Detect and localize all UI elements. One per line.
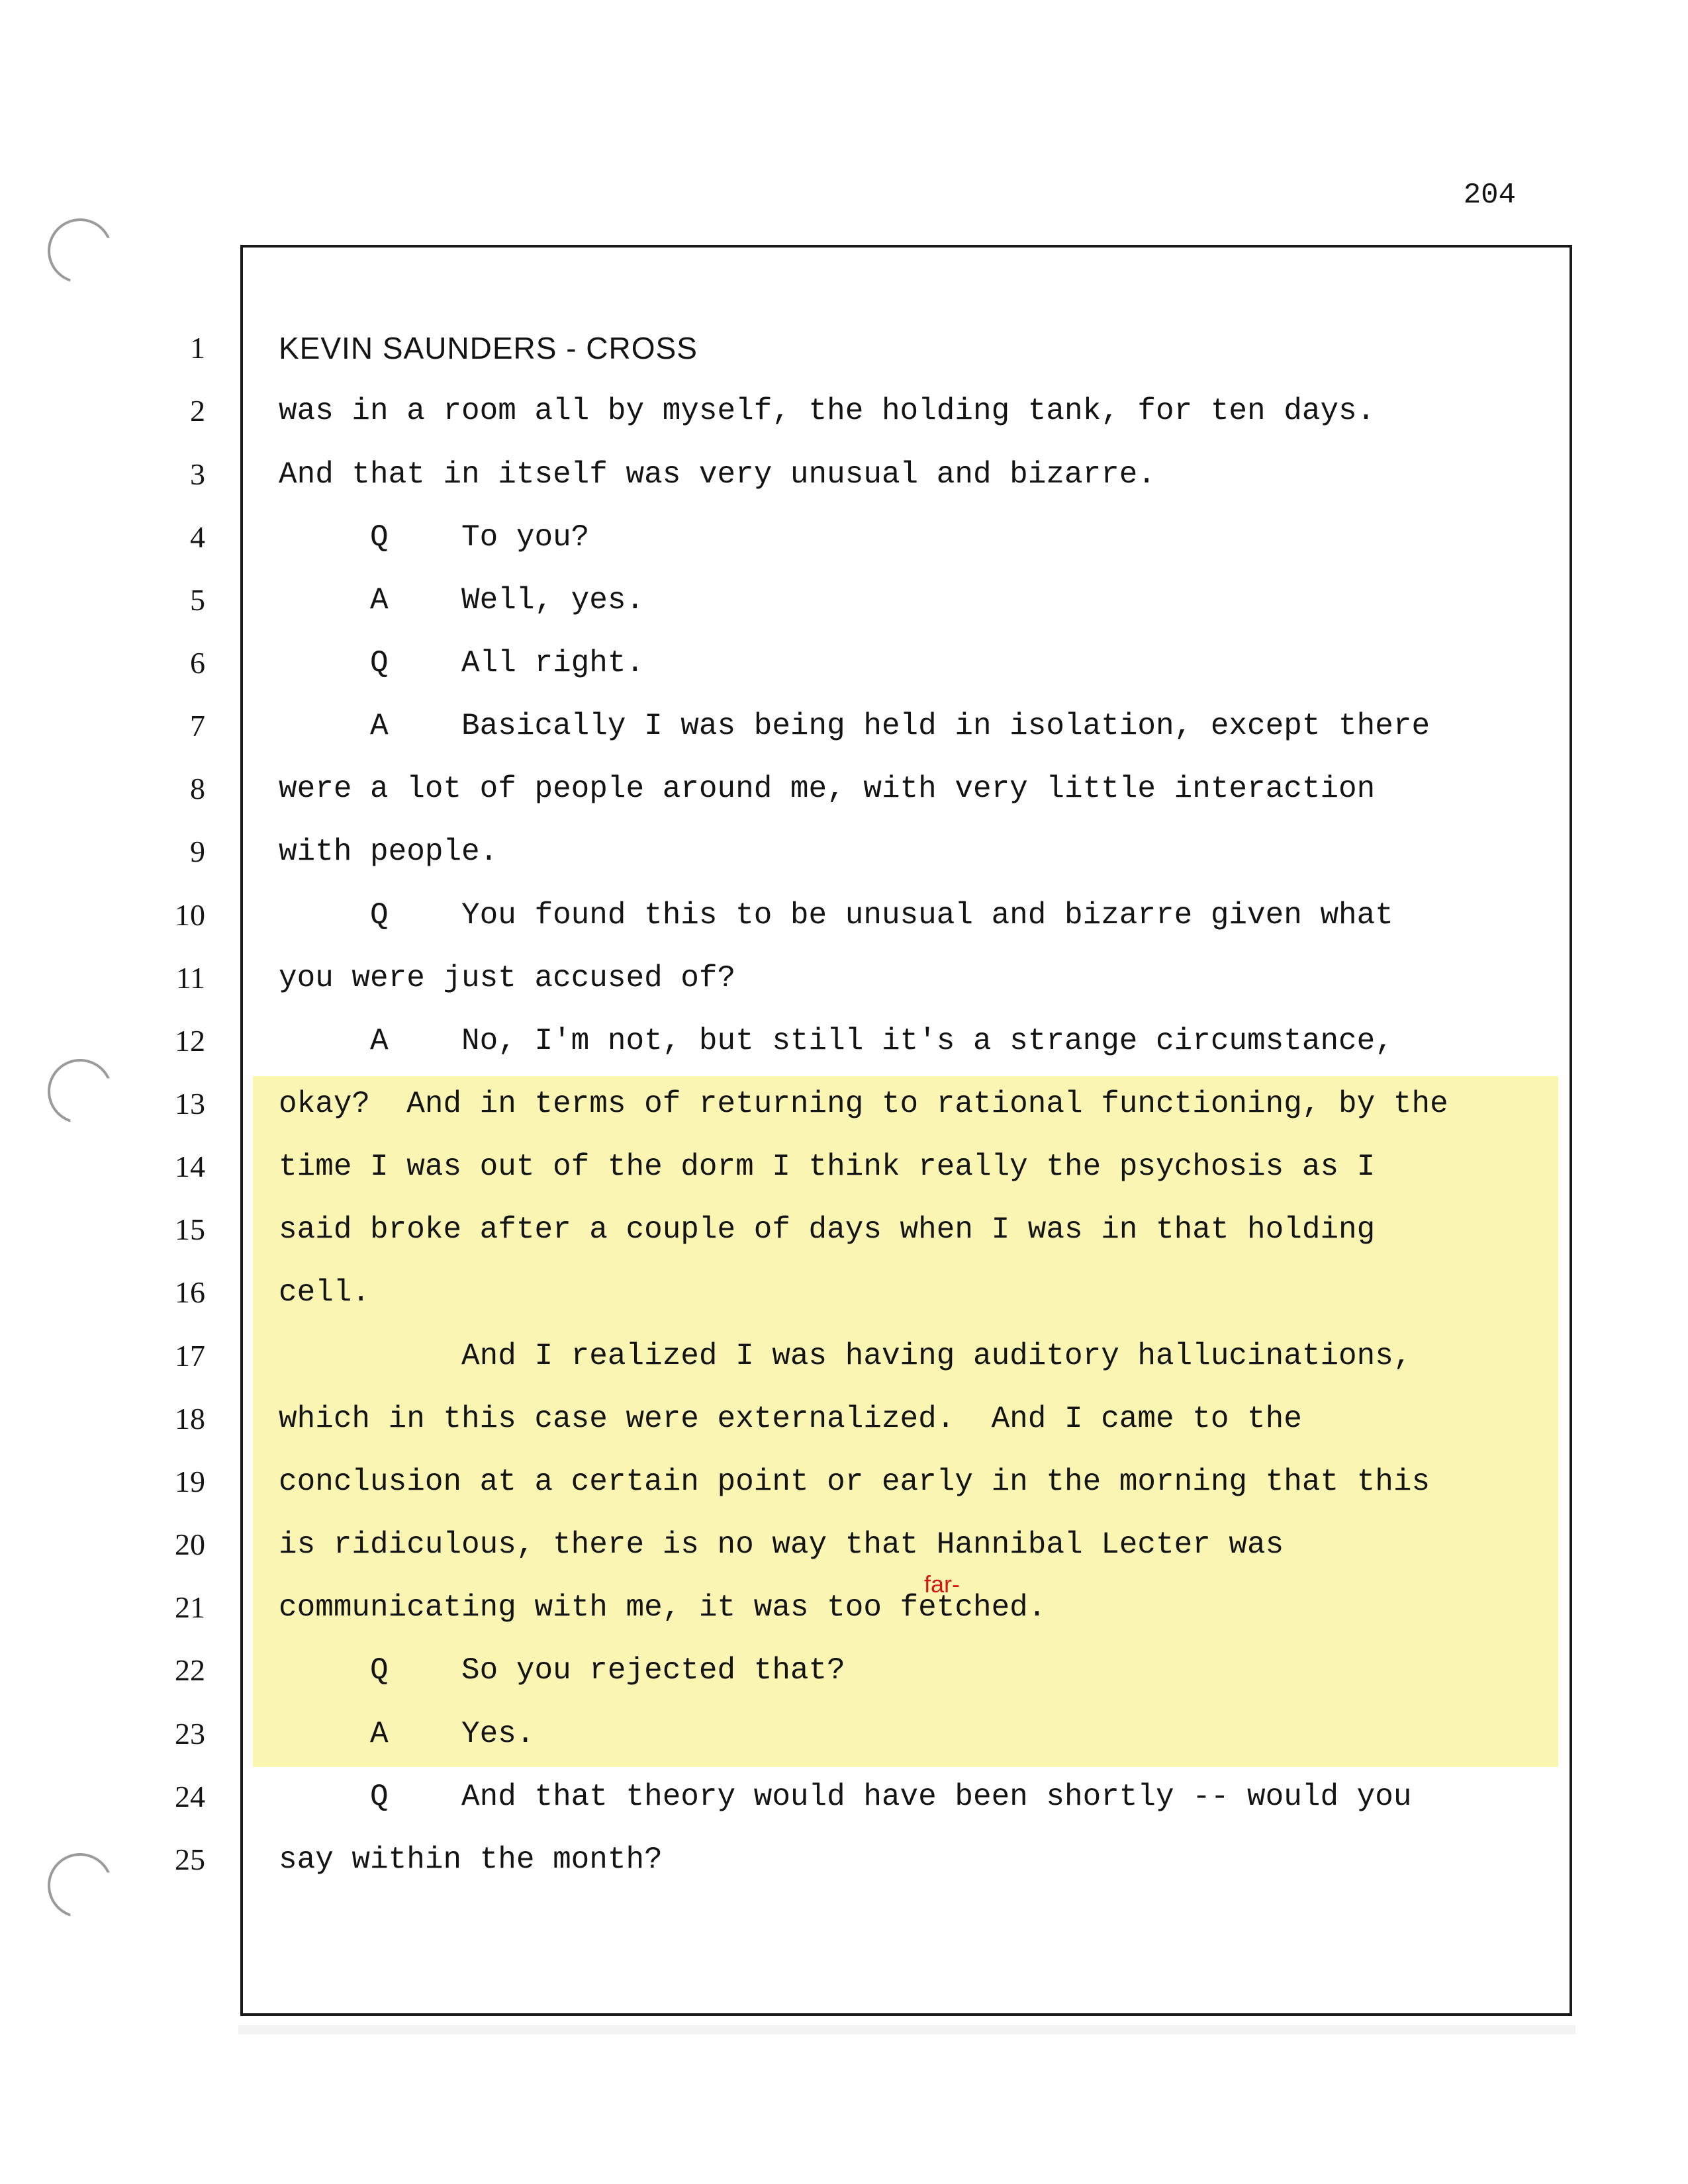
binder-hole-top (48, 218, 113, 283)
transcript-line: And I realized I was having auditory hallucinations, (279, 1339, 1412, 1373)
line-number: 16 (175, 1275, 205, 1309)
transcript-line: A Yes. (279, 1717, 535, 1751)
transcript-line: was in a room all by myself, the holding tank, for ten days. (279, 394, 1376, 428)
transcript-line: Q And that theory would have been shortly -- would you (279, 1780, 1412, 1814)
handwritten-correction: far- (924, 1570, 960, 1598)
line-number: 5 (190, 583, 205, 617)
line-number: 8 (190, 772, 205, 805)
transcript-line: were a lot of people around me, with very little interaction (279, 772, 1376, 806)
line-number: 12 (175, 1024, 205, 1058)
line-number: 3 (190, 457, 205, 491)
line-number: 7 (190, 709, 205, 743)
line-number: 9 (190, 835, 205, 868)
transcript-line: Q All right. (279, 646, 645, 680)
line-number: 4 (190, 520, 205, 554)
line-number: 23 (175, 1717, 205, 1751)
line-number: 11 (175, 961, 205, 995)
transcript-line: Q To you? (279, 520, 590, 555)
transcript-line: communicating with me, it was too fetched. (279, 1590, 1047, 1625)
transcript-line: Q You found this to be unusual and bizarre given what (279, 898, 1393, 933)
transcript-line: A No, I'm not, but still it's a strange circumstance, (279, 1024, 1393, 1058)
transcript-line: conclusion at a certain point or early in the morning that this (279, 1465, 1430, 1499)
line-number: 14 (175, 1150, 205, 1183)
line-number: 21 (175, 1590, 205, 1624)
line-number: 2 (190, 394, 205, 428)
line-number: 1 (190, 331, 205, 365)
binder-hole-middle (48, 1059, 113, 1124)
line-number: 25 (175, 1843, 205, 1876)
transcript-line: with people. (279, 835, 498, 869)
line-number: 13 (175, 1087, 205, 1120)
transcript-line: time I was out of the dorm I think really the psychosis as I (279, 1150, 1376, 1184)
page-edge-shadow (238, 2025, 1575, 2034)
transcript-line: And that in itself was very unusual and bizarre. (279, 457, 1156, 492)
line-number: 17 (175, 1339, 205, 1373)
transcript-line: cell. (279, 1275, 371, 1310)
transcript-line: said broke after a couple of days when I was in that holding (279, 1212, 1376, 1247)
transcript-line: which in this case were externalized. And I came to the (279, 1402, 1302, 1436)
line-number: 10 (175, 898, 205, 932)
transcript-line: is ridiculous, there is no way that Hannibal Lecter was (279, 1527, 1284, 1562)
transcript-line: A Well, yes. (279, 583, 645, 617)
line-number: 20 (175, 1527, 205, 1561)
page-number: 204 (1463, 179, 1516, 212)
line-number: 6 (190, 646, 205, 680)
line-number: 24 (175, 1780, 205, 1813)
transcript-line: A Basically I was being held in isolation, except there (279, 709, 1430, 743)
transcript-header: KEVIN SAUNDERS - CROSS (279, 331, 698, 365)
line-number: 19 (175, 1465, 205, 1498)
transcript-line: you were just accused of? (279, 961, 736, 995)
line-number: 18 (175, 1402, 205, 1435)
line-number: 15 (175, 1212, 205, 1246)
transcript-line: say within the month? (279, 1843, 663, 1877)
binder-hole-bottom (48, 1853, 113, 1918)
transcript-line: okay? And in terms of returning to rational functioning, by the (279, 1087, 1448, 1121)
line-number: 22 (175, 1653, 205, 1687)
transcript-line: Q So you rejected that? (279, 1653, 845, 1688)
